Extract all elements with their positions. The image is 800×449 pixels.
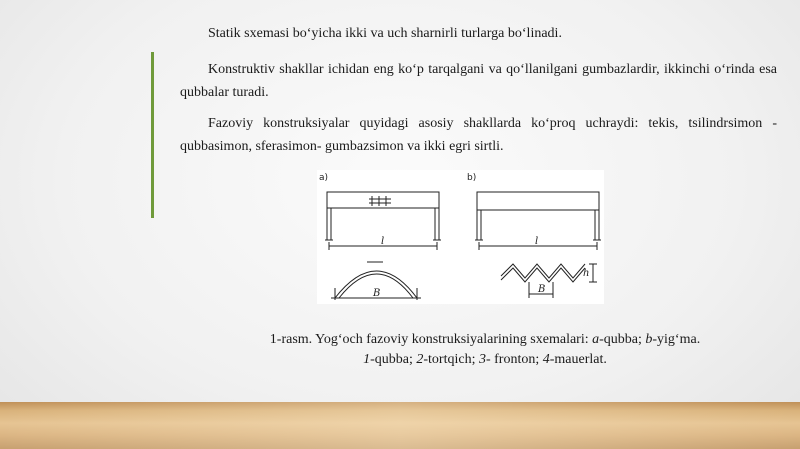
caption-n3: 3 — [478, 352, 486, 367]
text-line-static-scheme: Statik sxemasi bo‘yicha ikki va uch sharnirli turlarga bo‘linadi. — [208, 26, 562, 41]
height-label-b: h — [583, 268, 590, 279]
caption-prefix: 1-rasm. Yog‘och fazoviy konstruksiyalarining sxemalari: — [269, 332, 593, 347]
span-label-a: l — [381, 236, 385, 247]
accent-bar — [151, 52, 154, 218]
floor-highlight — [0, 402, 800, 449]
caption-line-1 — [240, 330, 730, 350]
caption-b-text: -yig‘ma. — [652, 332, 701, 347]
caption-n2: 2 — [416, 352, 424, 367]
figure-caption — [240, 330, 730, 370]
folded-plate-b — [501, 268, 585, 282]
caption-t1: -qubba; — [370, 352, 417, 367]
figure-schemes — [317, 170, 604, 304]
caption-n4: 4 — [542, 352, 550, 367]
beam-a — [327, 192, 439, 208]
caption-b-letter: b — [645, 332, 653, 347]
span-label-b: l — [535, 236, 539, 247]
width-label-a: B — [373, 288, 381, 299]
beam-b — [477, 192, 599, 210]
caption-t3: - fronton; — [485, 352, 543, 367]
width-label-b: B — [538, 284, 546, 295]
caption-t4: -mauerlat. — [549, 352, 607, 367]
caption-a-letter: a — [592, 332, 600, 347]
caption-n1: 1 — [363, 352, 371, 367]
label-a: a) — [319, 173, 329, 183]
figure-svg — [317, 170, 604, 304]
label-b: b) — [467, 173, 477, 183]
caption-line-2 — [240, 350, 730, 370]
caption-t2: -tortqich; — [423, 352, 479, 367]
caption-a-text: -qubba; — [599, 332, 646, 347]
paragraph-constructive-forms: Konstruktiv shakllar ichidan eng ko‘p tarqalgani va qo‘llanilgani gumbazlardir, ikkinchi o‘rinda esa qubbalar turadi. — [180, 62, 777, 100]
paragraph-spatial-constructions: Fazoviy konstruksiyalar quyidagi asosiy shakllarda ko‘proq uchraydi: tekis, tsilindrsimon - qubbasimon, sferasimon- gumbazsimon va ikki egri sirtli. — [180, 116, 777, 154]
